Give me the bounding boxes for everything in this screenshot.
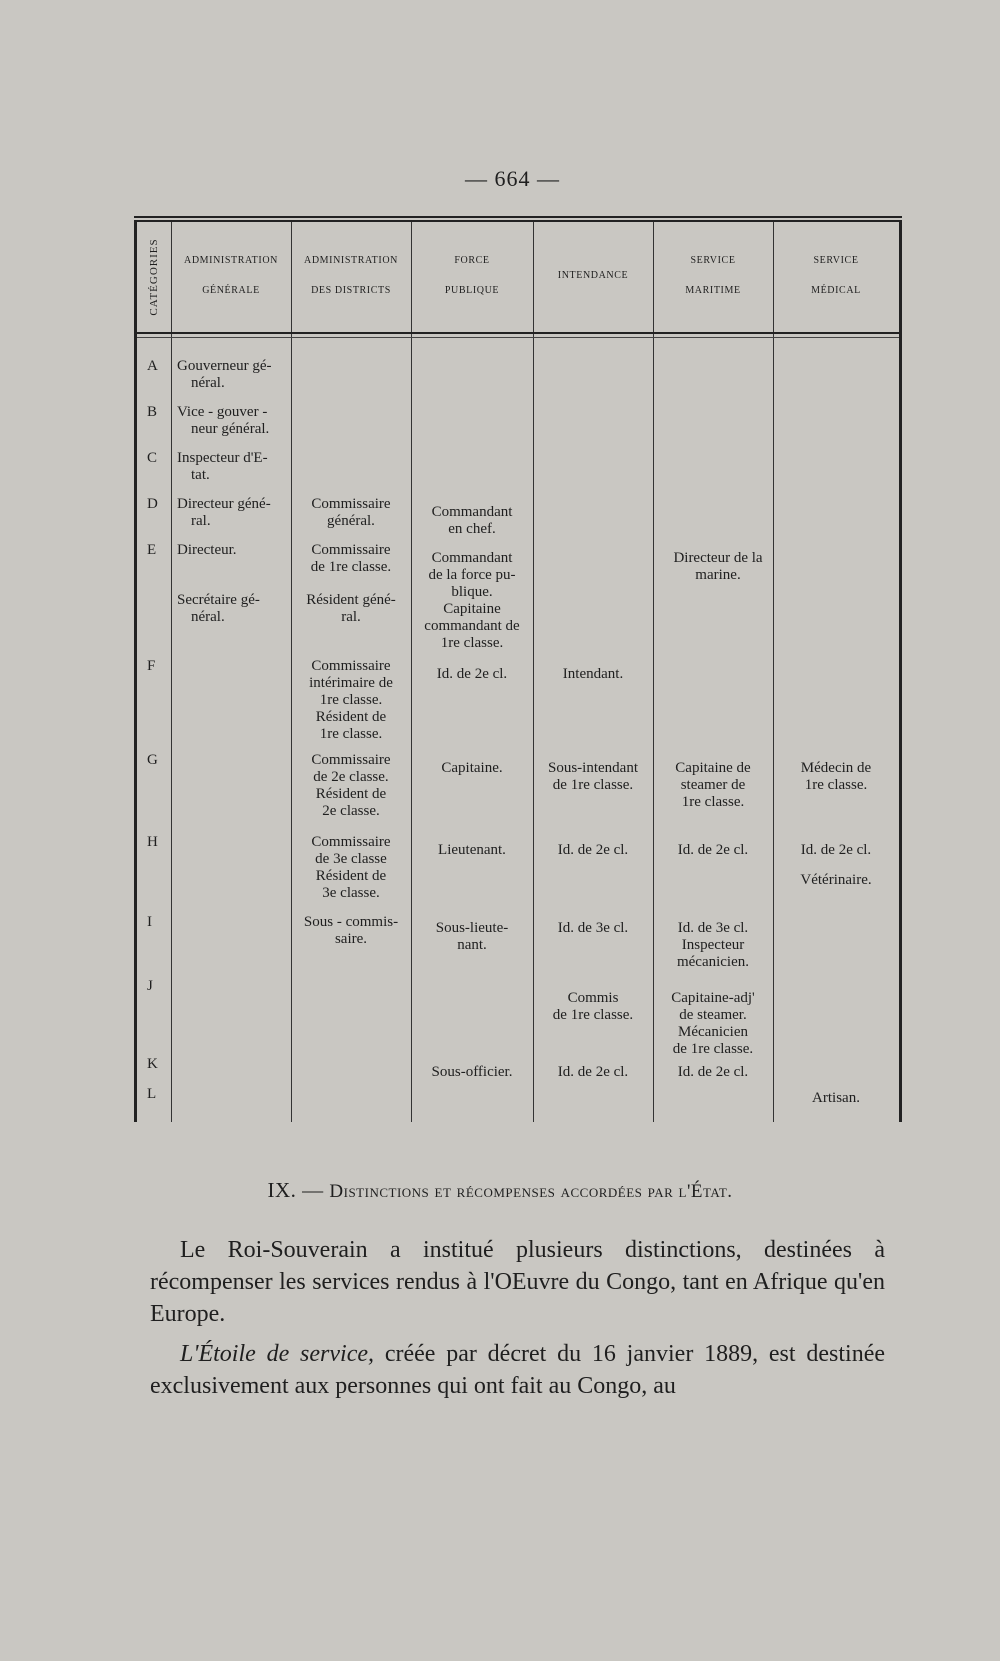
- service-medical-entry: Artisan.: [812, 1090, 860, 1106]
- header-intendance: INTENDANCE: [557, 270, 629, 281]
- intendance-entry: Sous-intendant de 1re classe.: [548, 760, 638, 793]
- header-categories: CATÉGORIES: [148, 238, 160, 316]
- category-letter: I: [147, 914, 152, 930]
- paragraph-2-italic: L'Étoile de service,: [180, 1341, 375, 1367]
- column-divider: [773, 222, 774, 1122]
- intendance-entry: Id. de 2e cl.: [557, 842, 629, 858]
- force-publique-entry: Commandant en chef.: [431, 504, 513, 537]
- intendance-entry: Intendant.: [562, 666, 624, 682]
- ranks-table: [134, 220, 902, 1122]
- header-admin-generale: ADMINISTRATION GÉNÉRALE: [184, 255, 278, 296]
- category-letter: A: [147, 358, 158, 374]
- paragraph-1: Le Roi-Souverain a institué plusieurs distinctions, destinées à récompenser les services rendus à l'OEuvre du Congo, tant en Afrique qu'en Europe.: [150, 1237, 885, 1327]
- service-maritime-entry: Capitaine de steamer de 1re classe.: [675, 760, 751, 810]
- admin-districts-entry: Commissaire de 3e classe Résident de 3e classe.: [311, 834, 391, 901]
- admin-districts-entry: Commissaire général.: [311, 496, 391, 529]
- admin-districts-entry: Commissaire de 1re classe.: [310, 542, 392, 575]
- paragraph-2: [150, 1338, 885, 1402]
- section-heading: IX. — Distinctions et récompenses accordées par l'État.: [267, 1178, 733, 1202]
- paragraph-2-text: créée par décret du 16 janvier 1889, est destinée exclusivement aux personnes qui ont fait au Congo, au: [150, 1341, 886, 1399]
- header-force-publique: FORCE PUBLIQUE: [444, 255, 500, 296]
- admin-generale-entry: Directeur.: [177, 542, 237, 558]
- category-letter: E: [147, 542, 157, 558]
- intendance-entry: Id. de 3e cl.: [557, 920, 629, 936]
- admin-generale-entry: Vice - gouver - neur général.: [177, 404, 270, 437]
- admin-generale-entry: Secrétaire gé- néral.: [177, 592, 260, 625]
- admin-districts-entry: Résident géné- ral.: [306, 592, 396, 625]
- service-maritime-entry: Id. de 2e cl.: [677, 1064, 749, 1080]
- admin-districts-entry: Commissaire intérimaire de 1re classe. Résident de 1re classe.: [309, 658, 393, 742]
- service-medical-entry: Médecin de 1re classe.: [800, 760, 872, 793]
- category-letter: J: [147, 978, 153, 994]
- category-letter: B: [147, 404, 158, 420]
- admin-generale-entry: Inspecteur d'E- tat.: [177, 450, 268, 483]
- category-letter: G: [147, 752, 158, 768]
- service-maritime-entry: Directeur de la marine.: [673, 550, 763, 583]
- service-maritime-entry: Id. de 2e cl.: [677, 842, 749, 858]
- force-publique-entry: Capitaine.: [441, 760, 503, 776]
- admin-districts-entry: Sous - commis- saire.: [303, 914, 399, 947]
- force-publique-entry: Commandant de la force pu- blique.: [428, 550, 516, 600]
- category-letter: K: [147, 1056, 158, 1072]
- column-divider: [171, 222, 172, 1122]
- force-publique-entry: Sous-lieute- nant.: [435, 920, 509, 953]
- intendance-entry: Commis de 1re classe.: [552, 990, 634, 1023]
- header-rule: [137, 332, 899, 334]
- service-maritime-entry: Id. de 3e cl. Inspecteur mécanicien.: [676, 920, 750, 970]
- force-publique-entry: Sous-officier.: [431, 1064, 513, 1080]
- admin-generale-entry: Directeur géné- ral.: [177, 496, 271, 529]
- force-publique-entry: Id. de 2e cl.: [436, 666, 508, 682]
- page-number: — 664 —: [465, 166, 560, 191]
- category-letter: L: [147, 1086, 157, 1102]
- force-publique-entry: Lieutenant.: [438, 842, 506, 858]
- header-service-maritime: SERVICE MARITIME: [685, 255, 741, 296]
- category-letter: C: [147, 450, 158, 466]
- category-letter: H: [147, 834, 158, 850]
- force-publique-entry: Capitaine commandant de 1re classe.: [424, 601, 520, 651]
- service-medical-entry: Id. de 2e cl.: [800, 842, 872, 858]
- category-letter: D: [147, 496, 158, 512]
- admin-districts-entry: Commissaire de 2e classe. Résident de 2e classe.: [311, 752, 391, 819]
- admin-generale-entry: Gouverneur gé- néral.: [177, 358, 272, 391]
- service-maritime-entry: Capitaine-adj' de steamer. Mécanicien de 1re classe.: [671, 990, 755, 1057]
- header-admin-districts: ADMINISTRATION DES DISTRICTS: [304, 255, 398, 296]
- category-letter: F: [147, 658, 156, 674]
- header-service-medical: SERVICE MÉDICAL: [811, 255, 861, 296]
- column-divider: [653, 222, 654, 1122]
- service-medical-entry: Vétérinaire.: [800, 872, 872, 888]
- intendance-entry: Id. de 2e cl.: [557, 1064, 629, 1080]
